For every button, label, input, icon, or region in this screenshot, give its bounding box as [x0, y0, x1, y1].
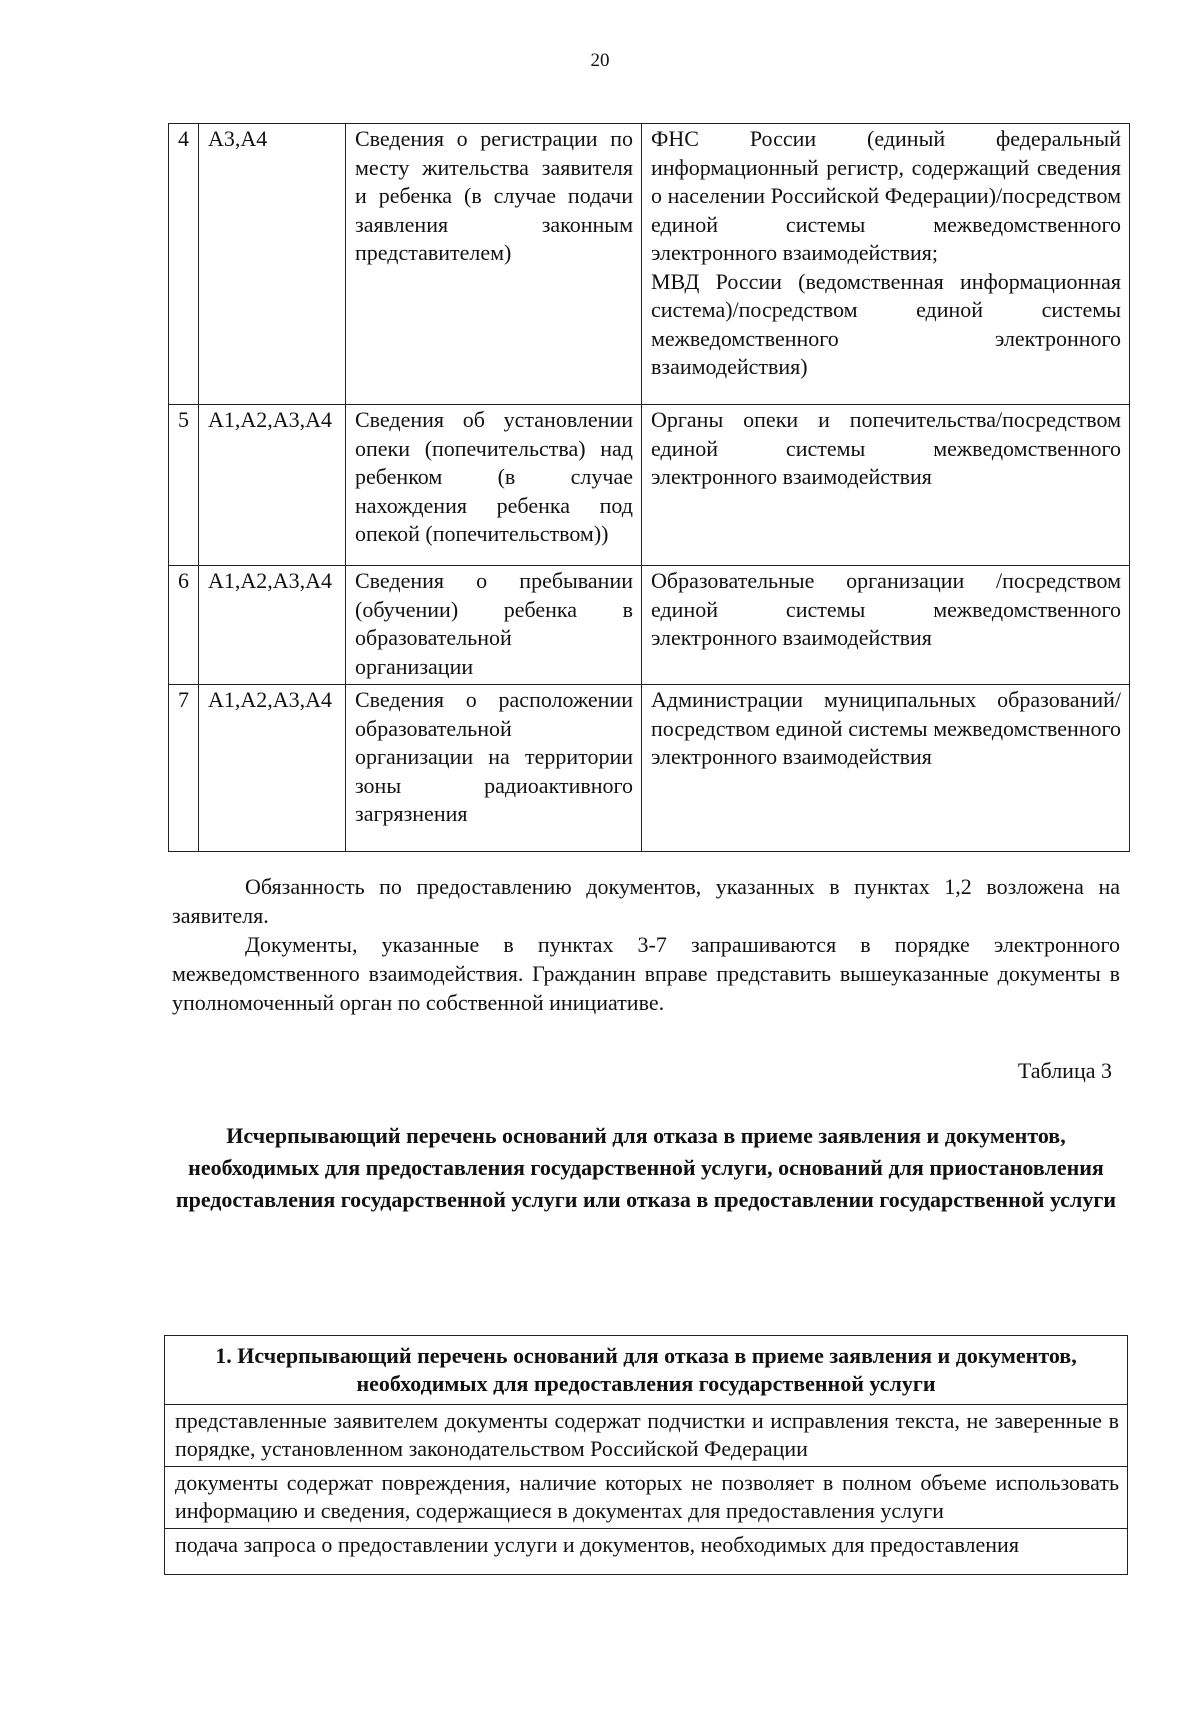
row-number: 6	[169, 566, 199, 685]
ground-item: документы содержат повреждения, наличие которых не позволяет в полном объеме использовать информацию и сведения, содержащиеся в документах для предоставления услуги	[165, 1467, 1128, 1529]
row-info: Сведения об установлении опеки (попечительства) над ребенком (в случае нахождения ребенка под опекой (попечительством))	[346, 405, 642, 566]
table-header-row	[165, 1336, 1128, 1405]
row-source: Органы опеки и попечительства/посредством единой системы межведомственного электронного взаимодействия	[642, 405, 1130, 566]
table-row	[169, 124, 1130, 405]
row-source	[642, 124, 1130, 405]
table-row	[169, 405, 1130, 566]
row-source-text: ФНС России (единый федеральный информационный регистр, содержащий сведения о населении Российской Федерации)/посредством единой системы межведомственного электронного взаимодействия;	[651, 126, 1121, 265]
row-codes: А1,А2,А3,А4	[199, 566, 346, 685]
table-row	[169, 566, 1130, 685]
ground-item: представленные заявителем документы содержат подчистки и исправления текста, не заверенные в порядке, установленном законодательством Российской Федерации	[165, 1405, 1128, 1467]
row-codes: А1,А2,А3,А4	[199, 685, 346, 852]
paragraph-documents: Документы, указанные в пунктах 3-7 запрашиваются в порядке электронного межведомственного взаимодействия. Гражданин вправе представить вышеуказанные документы в уполномоченный орган по собственной инициативе.	[172, 932, 1120, 1015]
row-codes: А3,А4	[199, 124, 346, 405]
paragraph-obligation: Обязанность по предоставлению документов, указанных в пунктах 1,2 возложена на заявителя.	[172, 874, 1120, 928]
row-source-extra: МВД России (ведомственная информационная система)/посредством единой системы межведомственного электронного взаимодействия)	[651, 268, 1121, 379]
row-info: Сведения о регистрации по месту жительства заявителя и ребенка (в случае подачи заявления законным представителем)	[346, 124, 642, 405]
table-row	[169, 685, 1130, 852]
table-row	[165, 1405, 1128, 1467]
page-number: 20	[590, 50, 610, 71]
section-heading: Исчерпывающий перечень оснований для отказа в приеме заявления и документов, необходимых для предоставления государственной услуги, оснований для приостановления предоставления государственной услуги или отказа в предоставлении государственной услуги	[175, 1123, 1117, 1212]
row-number: 5	[169, 405, 199, 566]
row-number: 7	[169, 685, 199, 852]
documents-table	[168, 123, 1130, 852]
table-caption: Таблица 3	[1017, 1058, 1112, 1083]
row-info: Сведения о пребывании (обучении) ребенка в образовательной организации	[346, 566, 642, 685]
row-codes: А1,А2,А3,А4	[199, 405, 346, 566]
table-row	[165, 1467, 1128, 1529]
row-source: Администрации муниципальных образований/посредством единой системы межведомственного электронного взаимодействия	[642, 685, 1130, 852]
row-source: Образовательные организации /посредством единой системы межведомственного электронного взаимодействия	[642, 566, 1130, 685]
table-row	[165, 1529, 1128, 1575]
ground-item: подача запроса о предоставлении услуги и документов, необходимых для предоставления	[165, 1529, 1128, 1575]
row-number: 4	[169, 124, 199, 405]
refusal-grounds-table	[164, 1335, 1128, 1575]
row-info: Сведения о расположении образовательной организации на территории зоны радиоактивного загрязнения	[346, 685, 642, 852]
table-header: 1. Исчерпывающий перечень оснований для отказа в приеме заявления и документов, необходимых для предоставления государственной услуги	[165, 1336, 1128, 1405]
